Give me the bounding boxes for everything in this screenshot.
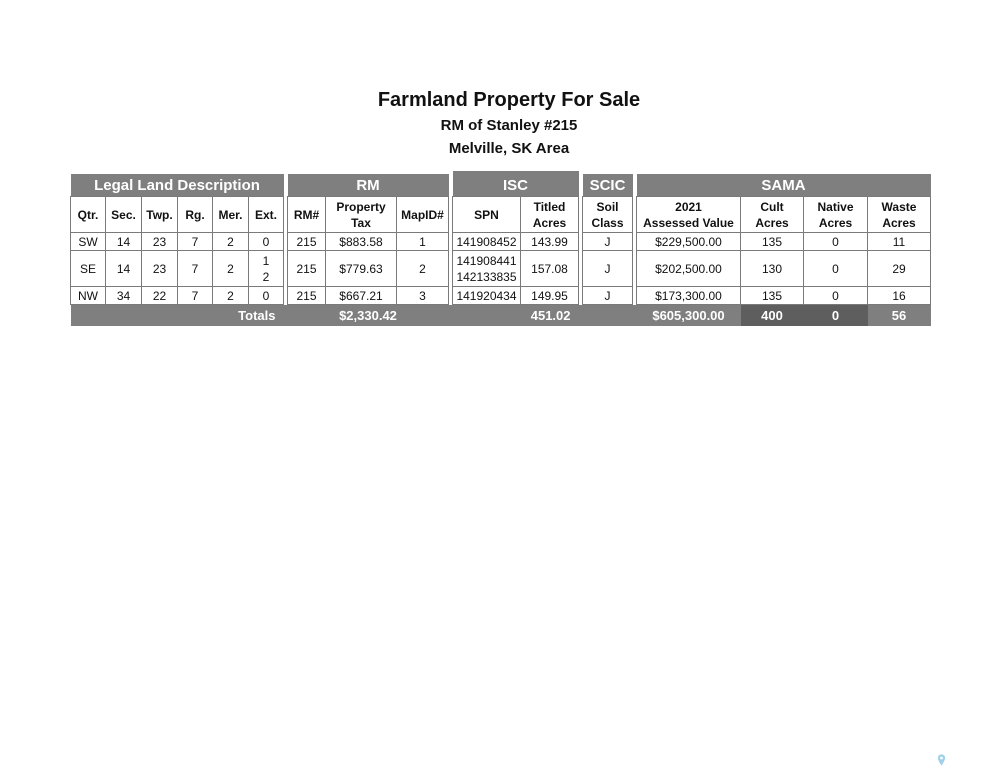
cell-ext: 1 2 [249, 251, 284, 287]
group-rm: RM [288, 174, 449, 197]
table-row [71, 287, 931, 305]
cell-twp: 23 [142, 233, 178, 251]
cell-rg: 7 [178, 233, 213, 251]
group-header-row [71, 174, 931, 197]
property-table [70, 174, 931, 326]
totals-waste-acres: 56 [868, 305, 931, 327]
cell-rm: 215 [288, 233, 326, 251]
cell-mapid: 3 [397, 287, 449, 305]
cell-rm: 215 [288, 251, 326, 287]
cell-native: 0 [804, 251, 868, 287]
cell-cult: 130 [741, 251, 804, 287]
cell-tax: $779.63 [326, 251, 397, 287]
cell-rm: 215 [288, 287, 326, 305]
map-pin-icon [937, 754, 946, 766]
cell-tax: $883.58 [326, 233, 397, 251]
cell-assessed: $173,300.00 [637, 287, 741, 305]
page-subtitle-area: Melville, SK Area [448, 140, 570, 157]
header-twp: Twp. [142, 197, 178, 233]
group-legal-land-description: Legal Land Description [71, 174, 284, 197]
cell-mapid: 2 [397, 251, 449, 287]
cell-ext: 0 [249, 287, 284, 305]
cell-twp: 22 [142, 287, 178, 305]
cell-soil: J [583, 233, 633, 251]
cell-sec: 34 [106, 287, 142, 305]
column-header-row [71, 197, 931, 233]
cell-waste: 11 [868, 233, 931, 251]
cell-sec: 14 [106, 233, 142, 251]
header-rm-number: RM# [288, 197, 326, 233]
totals-row [71, 305, 931, 327]
totals-native-acres: 0 [804, 305, 868, 327]
header-native-acres: Native Acres [804, 197, 868, 233]
cell-rg: 7 [178, 251, 213, 287]
cell-native: 0 [804, 287, 868, 305]
header-titled-acres: Titled Acres [521, 197, 579, 233]
totals-label: Totals [71, 305, 284, 327]
cell-twp: 23 [142, 251, 178, 287]
cell-sec: 14 [106, 251, 142, 287]
header-ext: Ext. [249, 197, 284, 233]
group-sama: SAMA [637, 174, 931, 197]
totals-assessed-value: $605,300.00 [637, 305, 741, 327]
cell-tax: $667.21 [326, 287, 397, 305]
header-waste-acres: Waste Acres [868, 197, 931, 233]
cell-mer: 2 [213, 287, 249, 305]
cell-native: 0 [804, 233, 868, 251]
cell-mapid: 1 [397, 233, 449, 251]
cell-ext: 0 [249, 233, 284, 251]
cell-qtr: NW [71, 287, 106, 305]
title-block [0, 86, 994, 160]
cell-titled: 149.95 [521, 287, 579, 305]
cell-spn: 141908441 142133835 [453, 251, 521, 287]
cell-spn: 141908452 [453, 233, 521, 251]
cell-soil: J [583, 287, 633, 305]
header-assessed-value: 2021 Assessed Value [637, 197, 741, 233]
cell-titled: 157.08 [521, 251, 579, 287]
group-isc: ISC [453, 174, 579, 197]
totals-tax: $2,330.42 [288, 305, 449, 327]
header-rg: Rg. [178, 197, 213, 233]
table-row [71, 251, 931, 287]
page-title: Farmland Property For Sale [377, 89, 641, 111]
header-mer: Mer. [213, 197, 249, 233]
cell-mer: 2 [213, 251, 249, 287]
header-property-tax: Property Tax [326, 197, 397, 233]
cell-soil: J [583, 251, 633, 287]
header-spn: SPN [453, 197, 521, 233]
table-row [71, 233, 931, 251]
header-sec: Sec. [106, 197, 142, 233]
cell-waste: 16 [868, 287, 931, 305]
cell-assessed: $229,500.00 [637, 233, 741, 251]
cell-spn: 141920434 [453, 287, 521, 305]
cell-cult: 135 [741, 287, 804, 305]
group-scic: SCIC [583, 174, 633, 197]
totals-soil-blank [583, 305, 633, 327]
cell-rg: 7 [178, 287, 213, 305]
cell-qtr: SW [71, 233, 106, 251]
cell-titled: 143.99 [521, 233, 579, 251]
cell-assessed: $202,500.00 [637, 251, 741, 287]
header-cult-acres: Cult Acres [741, 197, 804, 233]
cell-qtr: SE [71, 251, 106, 287]
cell-cult: 135 [741, 233, 804, 251]
cell-waste: 29 [868, 251, 931, 287]
cell-mer: 2 [213, 233, 249, 251]
header-qtr: Qtr. [71, 197, 106, 233]
header-soil-class: Soil Class [583, 197, 633, 233]
totals-titled-acres: 451.02 [453, 305, 579, 327]
page-subtitle-rm: RM of Stanley #215 [440, 117, 578, 134]
header-mapid: MapID# [397, 197, 449, 233]
totals-cult-acres: 400 [741, 305, 804, 327]
